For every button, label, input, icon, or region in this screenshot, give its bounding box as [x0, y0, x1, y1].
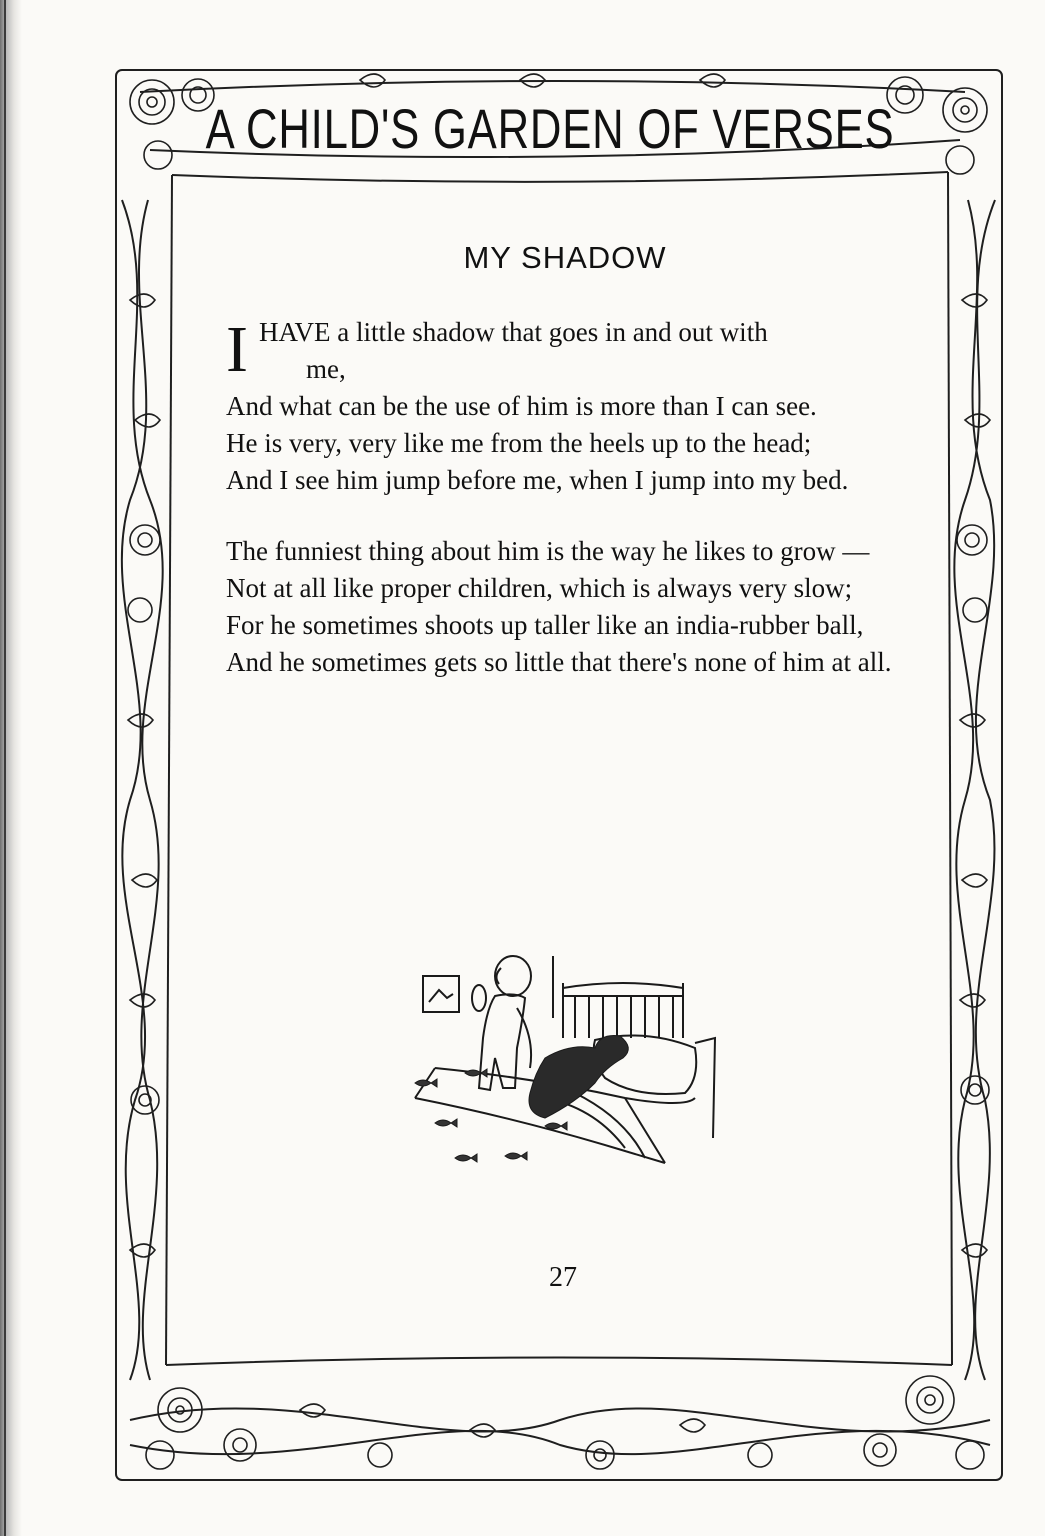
verse-line: He is very, very like me from the heels up to the head; [226, 428, 812, 458]
poem-body [226, 314, 902, 681]
poem-title: MY SHADOW [463, 240, 667, 275]
verse-line: For he sometimes shoots up taller like an india-rubber ball, [226, 610, 864, 640]
first-verse-line [226, 314, 902, 388]
verse-line: Not at all like proper children, which is always very slow; [226, 573, 853, 603]
drop-cap: I [226, 313, 248, 386]
verse-line: And he sometimes gets so little that there's none of him at all. [226, 647, 892, 677]
running-header-title: A CHILD'S GARDEN OF VERSES [205, 96, 895, 160]
stanza-1 [226, 314, 902, 499]
stanza-2 [226, 533, 902, 681]
verse-line: HAVE a little shadow that goes in and out with [259, 317, 768, 347]
page-number: 27 [549, 1262, 577, 1293]
verse-line-continuation: me, [306, 354, 346, 384]
verse-line: And what can be the use of him is more than I can see. [226, 391, 817, 421]
verse-line: And I see him jump before me, when I jump into my bed. [226, 465, 849, 495]
verse-line: The funniest thing about him is the way he likes to grow — [226, 536, 870, 566]
child-bed-illustration [395, 948, 735, 1198]
